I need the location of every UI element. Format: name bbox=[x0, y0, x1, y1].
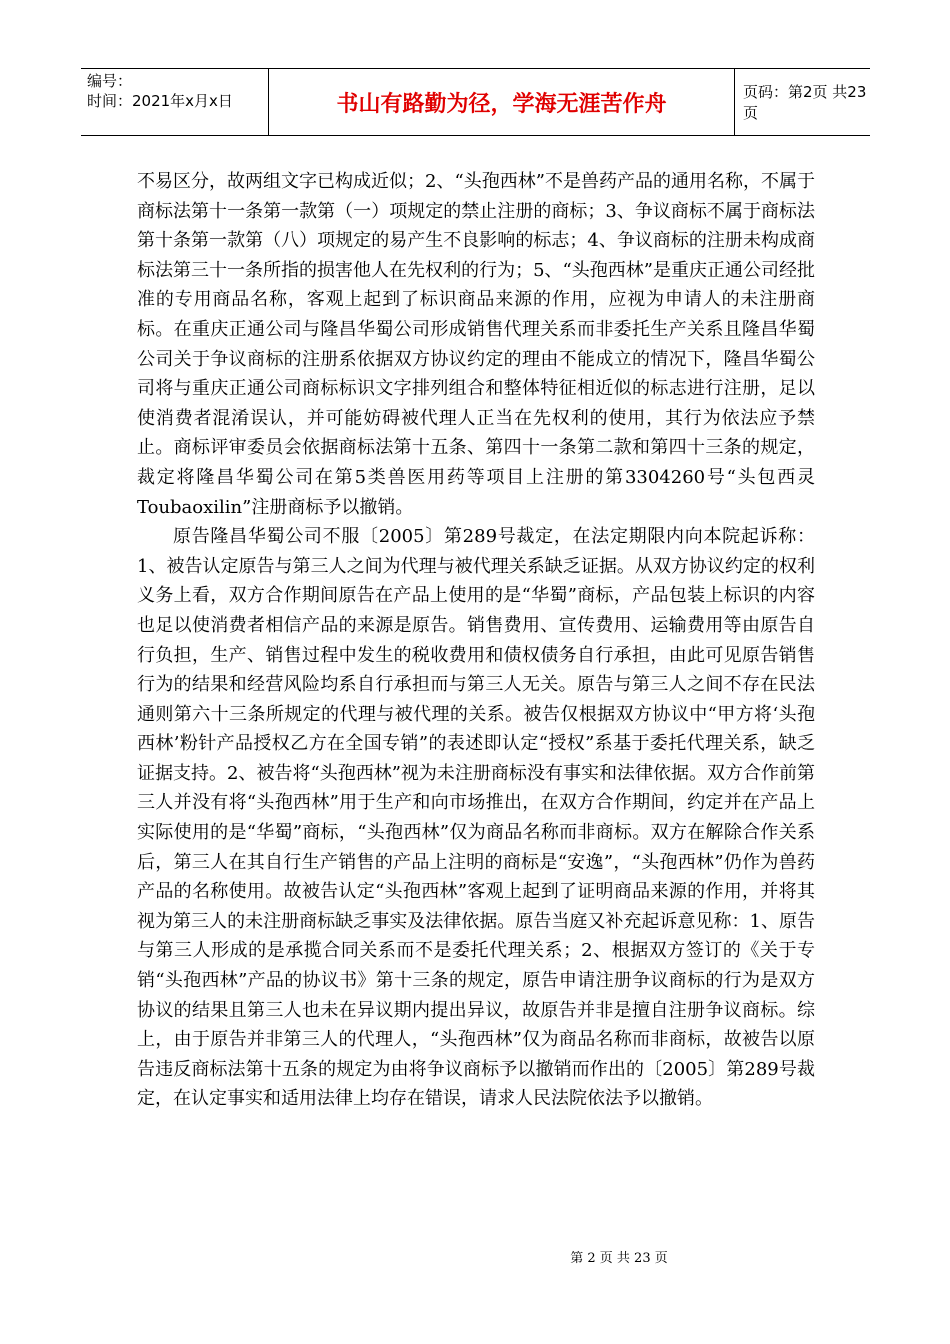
header-page-info: 页码：第2页 共23页 bbox=[743, 83, 867, 122]
page-header bbox=[81, 68, 870, 136]
body-paragraph-1: 不易区分，故两组文字已构成近似；2、“头孢西林”不是兽药产品的通用名称，不属于商标法第十一条第一款第（一）项规定的禁止注册的商标；3、争议商标不属于商标法第十条第一款第（八）项规定的易产生不良影响的标志；4、争议商标的注册未构成商标法第三十一条所指的损害他人在先权利的行为；5、“头孢西林”是重庆正通公司经批准的专用商品名称，客观上起到了标识商品来源的作用，应视为申请人的未注册商标。在重庆正通公司与隆昌华蜀公司形成销售代理关系而非委托生产关系且隆昌华蜀公司关于争议商标的注册系依据双方协议约定的理由不能成立的情况下，隆昌华蜀公司将与重庆正通公司商标标识文字排列组合和整体特征相近似的标志进行注册，足以使消费者混淆误认，并可能妨碍被代理人正当在先权利的使用，其行为依法应予禁止。商标评审委员会依据商标法第十五条、第四十一条第二款和第四十三条的规定，裁定将隆昌华蜀公司在第5类兽医用药等项目上注册的第3304260号“头包西灵Toubaoxilin”注册商标予以撤销。 bbox=[137, 171, 815, 518]
document-time-label: 时间：2021年x月x日 bbox=[87, 92, 233, 110]
document-body bbox=[137, 167, 815, 1114]
page-footer: 第 2 页 共 23 页 bbox=[570, 1251, 668, 1266]
header-meta bbox=[81, 69, 269, 135]
body-paragraph-2: 原告隆昌华蜀公司不服〔2005〕第289号裁定，在法定期限内向本院起诉称：1、被告认定原告与第三人之间为代理与被代理关系缺乏证据。从双方协议约定的权利义务上看，双方合作期间原告在产品上使用的是“华蜀”商标，产品包装上标识的内容也足以使消费者相信产品的来源是原告。销售费用、宣传费用、运输费用等由原告自行负担，生产、销售过程中发生的税收费用和债权债务自行承担，由此可见原告销售行为的结果和经营风险均系自行承担而与第三人无关。原告与第三人之间不存在民法通则第六十三条所规定的代理与被代理的关系。被告仅根据双方协议中“甲方将‘头孢西林’粉针产品授权乙方在全国专销”的表述即认定“授权”系基于委托代理关系，缺乏证据支持。2、被告将“头孢西林”视为未注册商标没有事实和法律依据。双方合作前第三人并没有将“头孢西林”用于生产和向市场推出，在双方合作期间，约定并在产品上实际使用的是“华蜀”商标，“头孢西林”仅为商品名称而非商标。双方在解除合作关系后，第三人在其自行生产销售的产品上注明的商标是“安逸”，“头孢西林”仍作为兽药产品的名称使用。故被告认定“头孢西林”客观上起到了证明商品来源的作用，并将其视为第三人的未注册商标缺乏事实及法律依据。原告当庭又补充起诉意见称：1、原告与第三人形成的是承揽合同关系而不是委托代理关系；2、根据双方签订的《关于专销“头孢西林”产品的协议书》第十三条的规定，原告申请注册争议商标的行为是双方协议的结果且第三人也未在异议期内提出异议，故原告并非是擅自注册争议商标。综上，由于原告并非第三人的代理人，“头孢西林”仅为商品名称而非商标，故被告以原告违反商标法第十五条的规定为由将争议商标予以撤销而作出的〔2005〕第289号裁定，在认定事实和适用法律上均存在错误，请求人民法院依法予以撤销。 bbox=[137, 526, 815, 1110]
document-number-label: 编号： bbox=[87, 72, 133, 90]
header-motto: 书山有路勤为径，学海无涯苦作舟 bbox=[269, 69, 735, 135]
